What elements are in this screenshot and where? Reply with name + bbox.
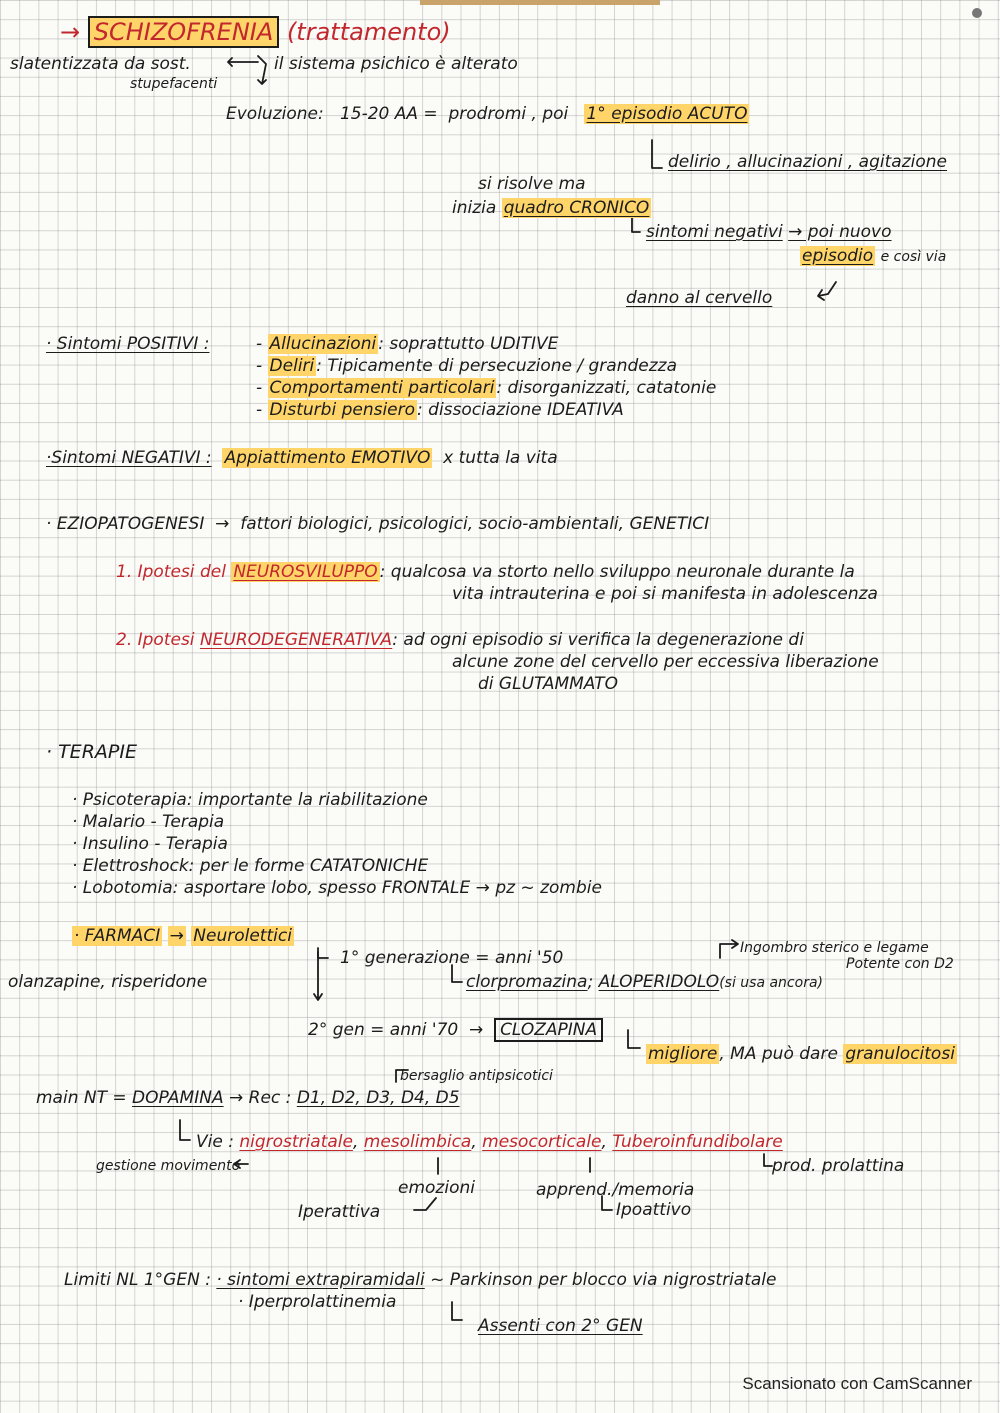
receptors: D1, D2, D3, D4, D5 [296,1088,460,1108]
negative-symptoms: sintomi negativi [646,222,783,242]
positivi-item-3: - Comportamenti particolari : disorganizzati, catatonie [256,378,717,398]
limiti-item-1a: · sintomi extrapiramidali [216,1270,425,1290]
clozapina-note: migliore , MA può dare granulocitosi [648,1044,955,1064]
h1-text1: : qualcosa va storto nello sviluppo neuronale durante la [379,562,855,582]
new-episode-suffix: e così via [880,249,947,265]
positivi-item-2: - Deliri : Tipicamente di persecuzione / grandezza [256,356,678,376]
evoluzione-age: 15-20 AA = [339,104,438,124]
path-nigrostriatale: nigrostriatale [239,1132,353,1152]
title-arrow: → [60,18,81,46]
clorpromazina: clorpromazina [466,972,588,992]
eziopatogenesi-text: fattori biologici, psicologici, socio-ambientali, GENETICI [240,514,710,534]
apprend-memoria: apprend./memoria [536,1180,695,1200]
h2-label: 2. Ipotesi [116,630,195,650]
acute-symptoms: delirio , allucinazioni , agitazione [668,152,947,172]
dopamina-line [36,1088,460,1108]
clozapina-migliore: migliore [648,1044,718,1064]
h1-label: 1. Ipotesi del [116,562,226,582]
gen2: 2° gen = anni '70 [308,1020,459,1040]
iperattiva: Iperattiva [298,1202,381,1222]
new-episode-prefix: → poi nuovo [788,222,892,242]
positivi-term-1: Allucinazioni [269,334,377,354]
eziopatogenesi-line: · EZIOPATOGENESI → fattori biologici, psicologici, socio-ambientali, GENETICI [46,514,710,534]
farmaci-line: · FARMACI → Neurolettici [74,926,292,946]
new-episode: episodio [802,246,874,266]
atypical-drugs: olanzapine, risperidone [8,972,208,992]
main-nt: main NT = [36,1088,127,1108]
evoluzione-label: Evoluzione: [226,104,324,124]
positivi-label: · Sintomi POSITIVI : [46,334,210,354]
terapia-item-3: · Insulino - Terapia [72,834,228,854]
h2-text1: : ad ogni episodio si verifica la degenerazione di [392,630,804,650]
limiti-item-2: · Iperprolattinemia [238,1292,397,1312]
aloperidolo: ALOPERIDOLO [598,972,720,992]
h1-term: NEUROSVILUPPO [233,562,378,582]
h2-term: NEURODEGENERATIVA [199,630,393,650]
path-mesolimbica: mesolimbica [363,1132,472,1152]
gen1: 1° generazione = anni '50 [340,948,564,968]
title-sub: (trattamento) [286,18,451,46]
farmaci-label: · FARMACI [74,926,161,946]
negativi-line [46,448,558,468]
positivi-term-2: Deliri [269,356,315,376]
aloperidolo-note: (si usa ancora) [719,975,823,991]
prod-prolattina: prod. prolattina [772,1156,905,1176]
path-tuberoinfundibolare: Tuberoinfundibolare [612,1132,783,1152]
positivi-term-3: Comportamenti particolari [269,378,495,398]
brain-damage: danno al cervello [626,288,773,308]
hypothesis-1 [116,562,855,582]
chronic-prefix: inizia [452,198,497,218]
vie-line: Vie : nigrostriatale, mesolimbica, mesocorticale, Tuberoinfundibolare [196,1132,783,1152]
binder-hole [972,8,982,18]
resolve-text: si risolve ma [478,174,586,194]
negativi-text: x tutta la vita [443,448,558,468]
terapia-item-5: · Lobotomia: asportare lobo, spesso FRONTALE → pz ~ zombie [72,878,602,898]
positivi-term-4: Disturbi pensiero [269,400,416,420]
limiti-item-1b: ~ Parkinson per blocco via nigrostriatale [430,1270,777,1290]
scan-edge [420,0,660,5]
gen2-line: 2° gen = anni '70 → CLOZAPINA [308,1020,603,1040]
camscanner-footer: Scansionato con CamScanner [742,1374,972,1393]
vie-label: Vie : [196,1132,234,1152]
emozioni: emozioni [398,1178,475,1198]
ingombro-1: Ingombro sterico e legame [740,940,929,956]
gestione-movimento: gestione movimento [96,1158,241,1174]
evoluzione-line [226,104,749,124]
gen1-drugs: clorpromazina; ALOPERIDOLO(si usa ancora) [466,972,823,992]
neurolettici: Neurolettici [193,926,292,946]
evoluzione-text: prodromi , poi [448,104,569,124]
negativi-term: Appiattimento EMOTIVO [224,448,431,468]
path-mesocorticale: mesocorticale [482,1132,602,1152]
chronic-term: quadro CRONICO [503,198,650,218]
h2-text2: alcune zone del cervello per eccessiva liberazione [452,652,879,672]
page-title [60,18,451,46]
terapia-item-2: · Malario - Terapia [72,812,225,832]
rec-label: → Rec : [229,1088,292,1108]
new-episode-line [800,246,946,267]
positivi-item-1: - Allucinazioni : soprattutto UDITIVE [256,334,559,354]
granulocitosi: granulocitosi [845,1044,955,1064]
intro-left2: stupefacenti [130,76,218,92]
chronic-line [452,198,651,218]
title-main: SCHIZOFRENIA [88,16,280,48]
terapia-item-4: · Elettroshock: per le forme CATATONICHE [72,856,429,876]
assenti-2gen: Assenti con 2° GEN [478,1316,643,1336]
ingombro-2: Potente con D2 [846,956,954,972]
eziopatogenesi-label: · EZIOPATOGENESI [46,514,205,534]
positivi-item-4: - Disturbi pensiero : dissociazione IDEATIVA [256,400,624,420]
intro-right: il sistema psichico è alterato [274,54,518,74]
intro-left: slatentizzata da sost. [10,54,191,74]
target-note: bersaglio antipsicotici [400,1068,553,1084]
negative-line [646,222,892,242]
dopamina-name: DOPAMINA [132,1088,224,1108]
hypothesis-2 [116,630,804,650]
limiti-label: Limiti NL 1°GEN : [64,1270,211,1290]
terapia-item-1: · Psicoterapia: importante la riabilitazione [72,790,428,810]
clozapina: CLOZAPINA [494,1018,603,1042]
ipoattivo: Ipoattivo [616,1200,692,1220]
acute-episode: 1° episodio ACUTO [586,104,748,124]
h2-text3: di GLUTAMMATO [478,674,618,694]
limiti-line [64,1270,776,1290]
h1-text2: vita intrauterina e poi si manifesta in adolescenza [452,584,878,604]
negativi-label: ·Sintomi NEGATIVI : [46,448,212,468]
terapie-label: · TERAPIE [46,741,137,763]
